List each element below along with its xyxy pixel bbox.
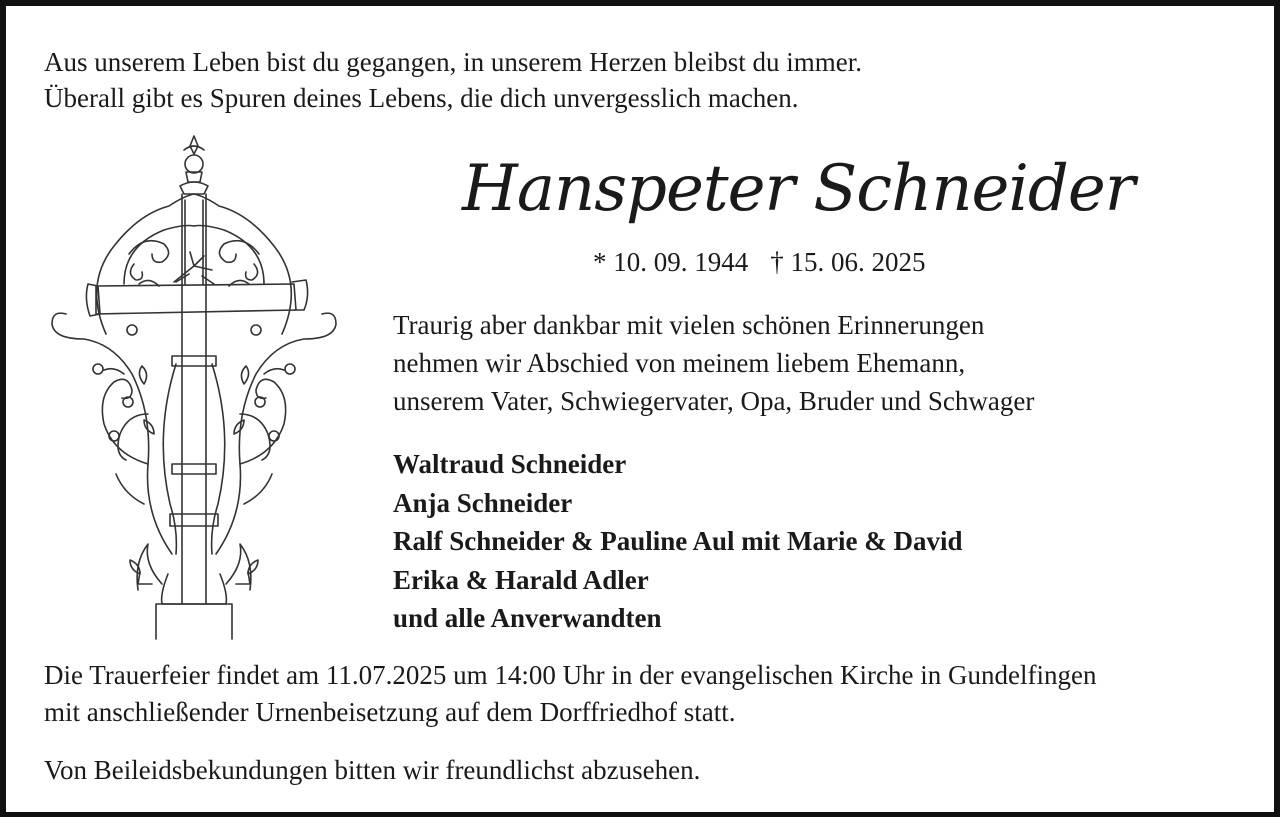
message-line-3: unserem Vater, Schwiegervater, Opa, Bruder und Schwager: [393, 386, 1035, 416]
mourners-list: [393, 445, 962, 638]
ceremony-line-2: mit anschließender Urnenbeisetzung auf dem Dorffriedhof statt.: [44, 697, 736, 727]
life-dates: [593, 244, 926, 280]
birth-date: * 10. 09. 1944: [593, 247, 749, 277]
farewell-message: [393, 306, 1034, 420]
message-line-1: Traurig aber dankbar mit vielen schönen Erinnerungen: [393, 310, 985, 340]
death-date: † 15. 06. 2025: [770, 247, 926, 277]
quote-line-2: Überall gibt es Spuren deines Lebens, die dich unvergesslich machen.: [44, 83, 799, 113]
ceremony-info: [44, 657, 1096, 731]
mourner-name: Ralf Schneider & Pauline Aul mit Marie & David: [393, 526, 963, 556]
mourner-name: und alle Anverwandten: [393, 603, 662, 633]
mourner-name: Anja Schneider: [393, 487, 573, 518]
message-line-2: nehmen wir Abschied von meinem liebem Ehemann,: [393, 348, 966, 378]
closing-note: Von Beileidsbekundungen bitten wir freundlichst abzusehen.: [44, 755, 701, 785]
mourner-name: Waltraud Schneider: [393, 449, 627, 479]
quote-line-1: Aus unserem Leben bist du gegangen, in unserem Herzen bleibst du immer.: [44, 47, 863, 77]
deceased-name: Hanspeter Schneider: [462, 152, 1135, 226]
ornamental-iron-cross-icon: [44, 134, 344, 644]
memorial-quote: [44, 44, 862, 116]
mourner-name: Erika & Harald Adler: [393, 564, 649, 595]
ceremony-line-1: Die Trauerfeier findet am 11.07.2025 um 14:00 Uhr in der evangelischen Kirche in Gundelfingen: [44, 660, 1097, 690]
